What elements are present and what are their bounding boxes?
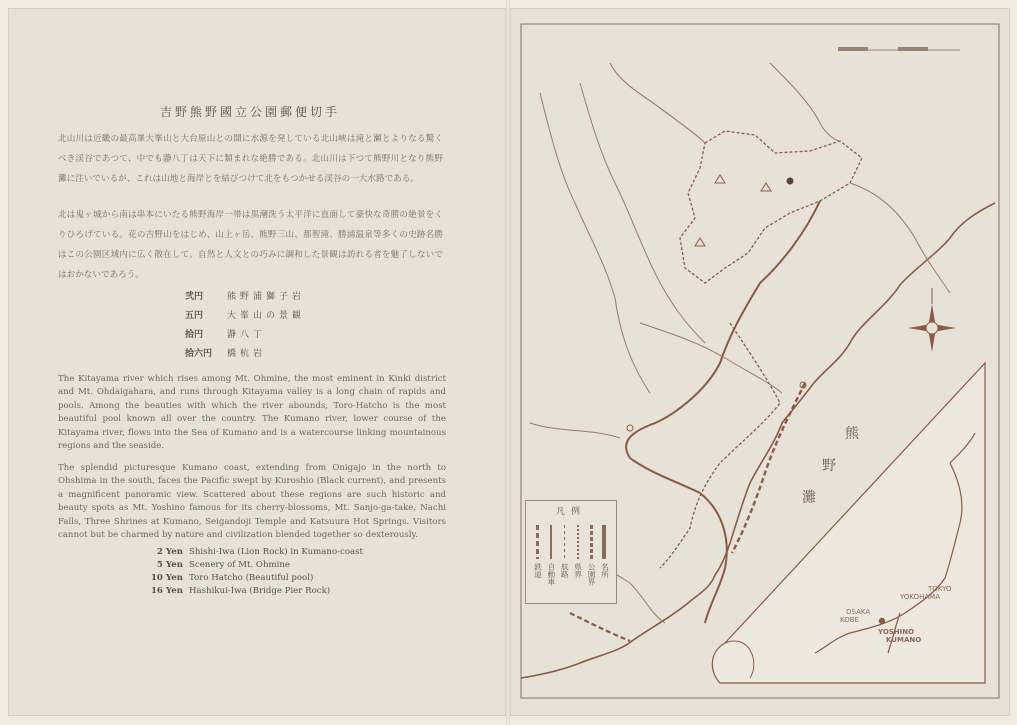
sea-label-nada: 灘	[802, 490, 816, 506]
legend-item: 鉄道	[532, 525, 543, 599]
stamp-name: Toro Hatcho (Beautiful pool)	[189, 573, 314, 583]
legend-item: 自動車	[545, 525, 556, 599]
river	[770, 63, 840, 141]
stamp-name: Shishi-Iwa (Lion Rock) in Kumano-coast	[189, 547, 364, 557]
jp-paragraph-1: 北山川は近畿の最高峯大峯山と大台原山との間に水源を発している北山峡は滝と瀬とよりなる驚くべき渓谷であつて、中でも瀞八丁は天下に類まれな絶勝である。北山川は下つて熊野川となり熊野灘に注いでいるが、これは山地と海岸とを結びつけて北をもつかせる渓谷の一大水路である。	[58, 134, 443, 184]
legend-item: 名所	[599, 525, 610, 599]
summit-point	[787, 178, 794, 185]
inset-label-kumano: KUMANO	[886, 636, 922, 644]
en-stamp-row	[143, 586, 363, 599]
stamp-name: 大峯山の景観	[227, 311, 306, 321]
inset-curl	[712, 363, 985, 683]
stamp-value: 弐円	[185, 292, 204, 302]
map-legend	[525, 500, 617, 604]
stamp-value: 10 Yen	[150, 573, 183, 583]
legend-item: 公園界	[586, 525, 597, 599]
sea-label-kuma: 熊	[845, 426, 859, 442]
en-stamp-row	[143, 547, 363, 560]
stamp-value: 拾六円	[185, 349, 213, 359]
river	[580, 83, 705, 343]
stamp-name: 熊野浦獅子岩	[227, 292, 306, 302]
stamp-value: 16 Yen	[150, 586, 183, 596]
jp-stamp-list	[185, 289, 305, 365]
jp-stamp-row	[185, 327, 305, 346]
river	[540, 93, 650, 393]
stamp-value: 拾円	[185, 330, 204, 340]
peak-marker	[695, 238, 705, 246]
peak-marker	[715, 175, 725, 183]
park-boundary	[680, 131, 862, 283]
en-stamp-row	[143, 573, 363, 586]
river	[640, 323, 782, 393]
stamp-name: 橋杭岩	[227, 349, 267, 359]
stamp-value: 5 Yen	[156, 560, 183, 570]
legend-item: 県界	[572, 525, 583, 599]
river	[530, 423, 620, 438]
inset-label-kobe: KOBE	[840, 616, 859, 624]
river	[850, 183, 950, 293]
legend-title: 凡例	[555, 507, 586, 517]
yoshino-kumano-dot	[879, 618, 885, 624]
inset-label-osaka: OSAKA	[846, 608, 871, 616]
scale-bar	[838, 47, 960, 51]
town-marker	[627, 425, 633, 431]
peak-marker	[761, 183, 771, 191]
jp-title: 吉野熊野國立公園郵便切手	[159, 105, 340, 119]
sea-label-no: 野	[822, 458, 836, 474]
stamp-value: 五円	[185, 311, 204, 321]
en-stamp-list	[143, 547, 363, 599]
railway	[570, 613, 630, 641]
park-boundary-south	[660, 323, 780, 568]
inset-label-yoshino: YOSHINO	[878, 628, 915, 636]
stamp-value: 2 Yen	[156, 547, 183, 557]
jp-stamp-row	[185, 289, 305, 308]
stamp-name: Scenery of Mt. Ohmine	[189, 560, 291, 570]
legend-items	[532, 525, 610, 599]
en-paragraph-2: The splendid picturesque Kumano coast, extending from Onigajo in the north to Ohshima in the south, faces the Pacific swept by Kuroshio (Black current), and presents a magnificent panoramic view. Scattered about these regions are such historic and beauty spots as Mt. Yoshino famous for its cherry-blossoms, Mt. Sanjo-ga-take, Nachi Falls, Three Shrines at Kumano, Seigandoji Temple and Katsuura Hot Springs. Visitors cannot but be charmed by nature and civilization blended together so dexterously.	[58, 463, 446, 541]
stamp-name: 瀞八丁	[227, 330, 267, 340]
legend-item: 航路	[559, 525, 570, 599]
inset-label-yokohama: YOKOHAMA	[900, 593, 941, 601]
jp-stamp-row	[185, 308, 305, 327]
en-stamp-row	[143, 560, 363, 573]
river	[610, 63, 705, 143]
en-paragraph-1: The Kitayama river which rises among Mt. Ohmine, the most eminent in Kinki district and Mt. Ohdaigahara, and runs through Kitayama valley is a long chain of rapids and pools. Among the beauties with which the river abounds, Toro-Hatcho is the most beautiful pool known all over the country. The Kumano river, lower course of the Kitayama river, flows into the Sea of Kumano and is a watercourse linking mountainous regions and the seaside.	[58, 374, 446, 452]
compass-rose	[908, 288, 956, 352]
jp-stamp-row	[185, 346, 305, 365]
stamp-name: Hashikui-Iwa (Bridge Pier Rock)	[189, 586, 331, 596]
inset-label-tokyo: TOKYO	[928, 585, 952, 593]
jp-paragraph-2: 北は鬼ヶ城から南は串本にいたる熊野海岸一帯は黒潮洗う太平洋に直面して豪快な奇勝の絶景をくりひろげている。花の吉野山をはじめ、山上ヶ岳、熊野三山、那智滝、勝浦温泉等多くの史跡名勝はこの公園区域内に広く散在して、自然と人文との巧みに調和した景観は訪れる者を魅了しないではおかないであろう。	[58, 210, 443, 280]
